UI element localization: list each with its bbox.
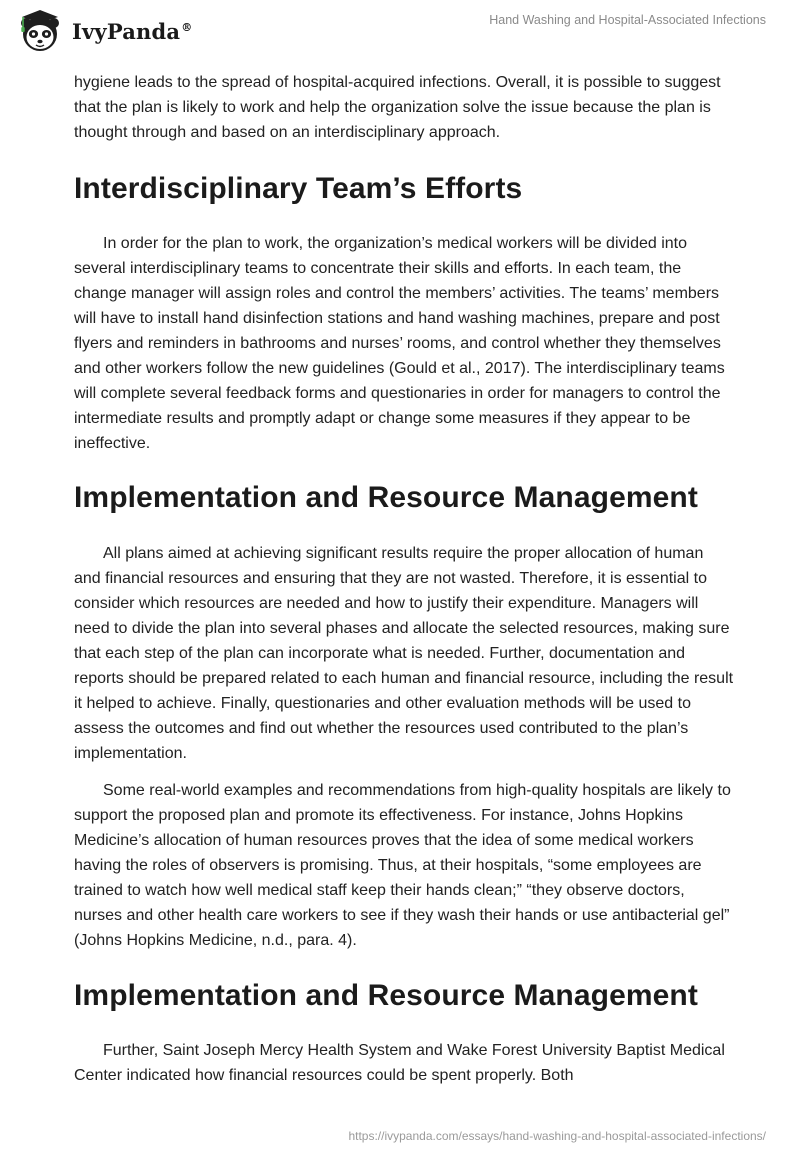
section-paragraph: In order for the plan to work, the organization’s medical workers will be divided into several interdisciplinary teams to concentrate their skills and efforts. In each team, the change manager will assign roles and control the members’ activities. The teams’ members will have to install hand disinfection stations and hand washing machines, prepare and post flyers and reminders in bathrooms and nurses’ rooms, and control whether they themselves and other workers follow the new guidelines (Gould et al., 2017). The interdisciplinary teams will complete several feedback forms and questionaries in order for managers to control the intermediate results and promptly adapt or change some measures if they appear to be ineffective.: [74, 235, 725, 452]
essay-content: [74, 70, 734, 1088]
brand-logo[interactable]: [14, 8, 214, 54]
section-heading: Implementation and Resource Management: [74, 481, 698, 514]
brand-name: IvyPanda®: [72, 18, 193, 44]
source-url[interactable]: https://ivypanda.com/essays/hand-washing-and-hospital-associated-infections/: [348, 1129, 766, 1143]
intro-paragraph: hygiene leads to the spread of hospital-acquired infections. Overall, it is possible to suggest that the plan is likely to work and help the organization solve the issue because the plan is thought through and based on an interdisciplinary approach.: [74, 74, 721, 141]
panda-graduate-logo-icon: [14, 8, 66, 54]
page-header: [0, 0, 800, 62]
section-heading: Interdisciplinary Team’s Efforts: [74, 172, 523, 205]
document-title: Hand Washing and Hospital-Associated Infections: [489, 13, 766, 27]
section-paragraph: All plans aimed at achieving significant results require the proper allocation of human and financial resources and ensuring that they are not wasted. Therefore, it is essential to consider which resources are needed and how to justify their expenditure. Managers will need to divide the plan into several phases and allocate the selected resources, making sure that each step of the plan can incorporate what is needed. Further, documentation and reports should be prepared related to each human and financial resource, including the result it helped to achieve. Finally, questionaries and other evaluation methods will be used to assess the outcomes and find out whether the resources used contributed to the plan’s implementation.: [74, 545, 734, 762]
section-paragraph: Further, Saint Joseph Mercy Health System and Wake Forest University Baptist Medical Center indicated how financial resources could be spent properly. Both: [74, 1042, 725, 1084]
section-heading: Implementation and Resource Management: [74, 979, 698, 1012]
registered-mark: ®: [181, 20, 193, 34]
section-paragraph: Some real-world examples and recommendations from high-quality hospitals are likely to support the proposed plan and promote its effectiveness. For instance, Johns Hopkins Medicine’s allocation of human resources proves that the idea of some medical workers having the roles of observers is promising. Thus, at their hospitals, “some employees are trained to watch how well medical staff keep their hands clean;” “they observe doctors, nurses and other health care workers to see if they wash their hands or use antibacterial gel” (Johns Hopkins Medicine, n.d., para. 4).: [74, 782, 731, 949]
